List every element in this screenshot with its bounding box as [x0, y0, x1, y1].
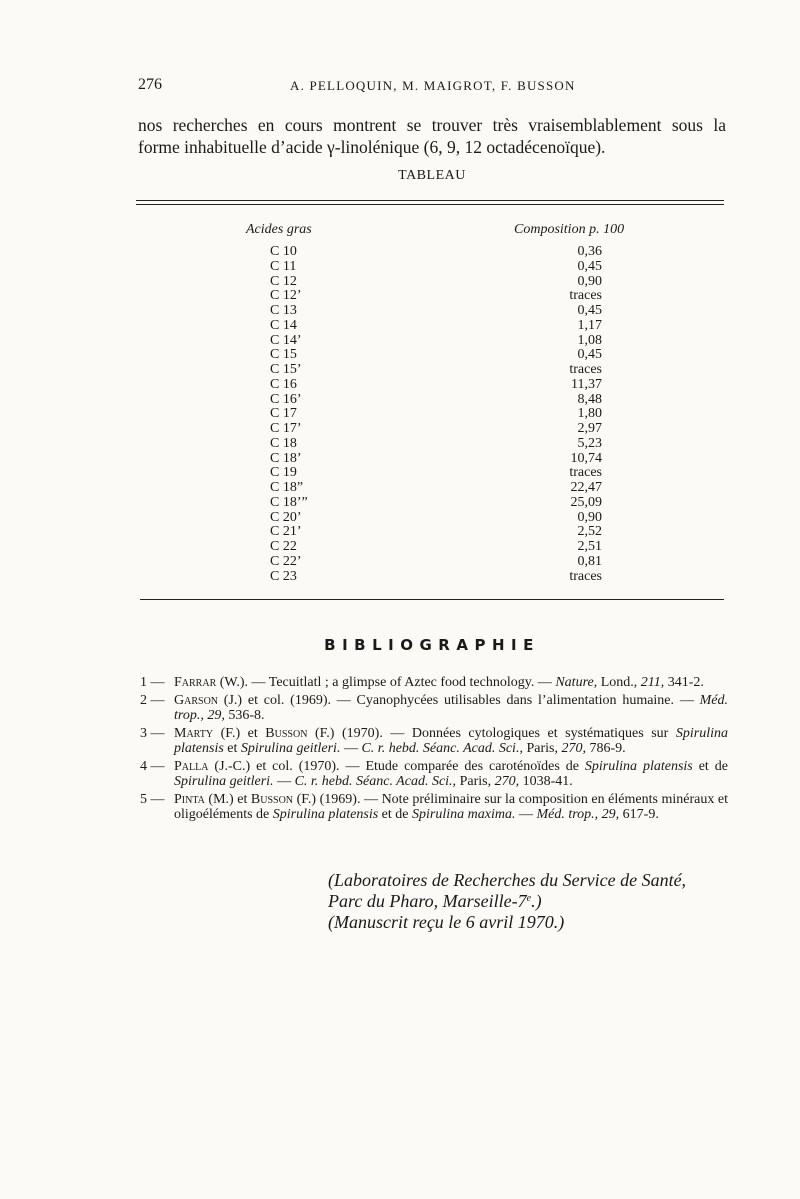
- reference-species: Spirulina maxima.: [412, 807, 516, 822]
- composition-cell: 10,74: [570, 450, 602, 466]
- reference-pages: 786-9.: [585, 741, 626, 756]
- affiliation-address-end: .): [531, 891, 542, 911]
- reference-text: (W.). — Tecuitlatl ; a glimpse of Aztec food technology. —: [216, 675, 556, 690]
- table-row: [0, 422, 800, 437]
- table-row: [0, 275, 800, 290]
- reference-species: Spirulina geitleri.: [240, 741, 341, 756]
- composition-cell: 1,80: [577, 406, 602, 422]
- composition-cell: 0,45: [577, 347, 602, 363]
- reference-text: Paris,: [456, 774, 495, 789]
- reference-author: Garson: [174, 692, 219, 708]
- table-title: TABLEAU: [398, 168, 466, 183]
- composition-cell: 2,97: [577, 421, 602, 436]
- fatty-acid-cell: C 18’: [270, 450, 302, 466]
- manuscript-received: (Manuscrit reçu le 6 avril 1970.): [328, 912, 565, 932]
- reference-number: 2 —: [140, 692, 165, 708]
- fatty-acid-cell: C 17’: [270, 421, 302, 436]
- table-row: [0, 481, 800, 496]
- fatty-acid-cell: C 13: [270, 303, 297, 318]
- reference-1: [140, 675, 728, 691]
- reference-journal: Nature,: [555, 675, 598, 690]
- reference-text: (F.) (1969). — Note préliminaire sur la composition en éléments minéraux et oligoéléments de: [174, 791, 728, 822]
- composition-cell: 0,90: [577, 509, 602, 525]
- composition-cell: 0,81: [577, 553, 602, 569]
- fatty-acid-cell: C 18”: [270, 480, 304, 495]
- composition-cell: traces: [569, 288, 602, 304]
- reference-3: [140, 726, 728, 757]
- reference-number: 5 —: [140, 791, 165, 807]
- fatty-acid-cell: C 19: [270, 465, 297, 481]
- affiliation-address: Parc du Pharo, Marseille-7: [328, 891, 527, 911]
- reference-text: —: [273, 774, 295, 789]
- reference-text: —: [340, 741, 362, 756]
- column-header-composition: Composition p. 100: [514, 222, 625, 237]
- reference-journal: C. r. hebd. Séanc. Acad. Sci.,: [361, 741, 523, 756]
- reference-text: (F.) et: [213, 725, 266, 741]
- reference-text: Paris,: [522, 741, 562, 756]
- table-row: [0, 334, 800, 349]
- table-row: [0, 496, 800, 511]
- composition-cell: 22,47: [570, 480, 602, 495]
- reference-species: Spirulina platensis: [272, 807, 379, 822]
- affiliation-line-2: [328, 891, 748, 912]
- intro-paragraph: [138, 114, 726, 158]
- composition-cell: 0,90: [577, 273, 602, 289]
- table-row: [0, 437, 800, 452]
- composition-cell: traces: [569, 568, 602, 584]
- fatty-acid-cell: C 14: [270, 317, 297, 333]
- fatty-acid-cell: C 10: [270, 244, 297, 259]
- composition-cell: 2,51: [577, 539, 602, 554]
- reference-author: Farrar: [174, 675, 217, 690]
- reference-author: Busson: [265, 725, 308, 741]
- reference-species: Spirulina platensis: [584, 758, 693, 774]
- reference-text: (J.-C.) et col. (1970). — Etude comparée des caroténoïdes de: [208, 758, 585, 774]
- affiliation-line-1: (Laboratoires de Recherches du Service de Santé,: [328, 870, 687, 890]
- table-row: [0, 466, 800, 481]
- composition-cell: 1,08: [577, 332, 602, 348]
- fatty-acid-cell: C 14’: [270, 332, 302, 348]
- fatty-acid-cell: C 12: [270, 273, 297, 289]
- reference-4: [140, 759, 728, 790]
- composition-cell: 11,37: [571, 376, 602, 392]
- fatty-acid-cell: C 15’: [270, 362, 302, 377]
- table-row: [0, 378, 800, 393]
- composition-cell: 25,09: [570, 494, 602, 510]
- reference-number: 4 —: [140, 758, 165, 774]
- composition-cell: 0,45: [577, 303, 602, 318]
- reference-text: —: [515, 807, 537, 822]
- reference-volume: 211,: [640, 675, 665, 690]
- fatty-acid-cell: C 12’: [270, 288, 302, 304]
- fatty-acid-cell: C 18: [270, 435, 297, 451]
- reference-list: [140, 675, 728, 825]
- table-row: [0, 555, 800, 570]
- reference-author: Marty: [174, 725, 214, 741]
- reference-species: Spirulina geitleri.: [174, 774, 274, 789]
- reference-number: 3 —: [140, 725, 165, 741]
- intro-line-2: forme inhabituelle d’acide γ-linolénique (6, 9, 12 octadécenoïque).: [138, 137, 606, 157]
- reference-volume: 270,: [494, 774, 520, 789]
- composition-cell: 8,48: [577, 391, 602, 407]
- reference-text: (F.) (1970). — Données cytologiques et systématiques sur: [307, 725, 676, 741]
- reference-pages: 617-9.: [619, 807, 659, 822]
- fatty-acid-cell: C 16: [270, 376, 297, 392]
- reference-text: Lond.,: [597, 675, 641, 690]
- table-row: [0, 348, 800, 363]
- reference-author: Busson: [250, 791, 294, 807]
- table-row: [0, 570, 800, 585]
- fatty-acid-cell: C 17: [270, 406, 297, 422]
- fatty-acid-cell: C 23: [270, 568, 297, 584]
- reference-journal: Méd. trop., 29,: [536, 807, 620, 822]
- composition-cell: traces: [569, 362, 602, 377]
- composition-cell: 1,17: [577, 317, 602, 333]
- fatty-acid-cell: C 11: [270, 258, 297, 274]
- table-row: [0, 540, 800, 555]
- affiliation: [328, 870, 748, 933]
- reference-pages: 1038-41.: [519, 774, 573, 789]
- fatty-acid-cell: C 15: [270, 347, 297, 363]
- reference-species: Spirulina platensis: [174, 725, 729, 756]
- table-row: [0, 452, 800, 467]
- fatty-acid-cell: C 22’: [270, 553, 302, 569]
- reference-author: Palla: [174, 758, 209, 774]
- table-row: [0, 260, 800, 275]
- table-row: [0, 245, 800, 260]
- reference-pages: 536-8.: [224, 708, 265, 723]
- reference-pages: 341-2.: [664, 675, 704, 690]
- table-row: [0, 304, 800, 319]
- reference-2: [140, 693, 728, 724]
- table-top-rule: [136, 200, 724, 205]
- composition-cell: 2,52: [577, 524, 602, 540]
- fatty-acid-cell: C 16’: [270, 391, 302, 407]
- table-row: [0, 525, 800, 540]
- fatty-acid-cell: C 21’: [270, 524, 302, 540]
- reference-author: Pinta: [174, 791, 205, 807]
- reference-journal: C. r. hebd. Séanc. Acad. Sci.,: [294, 774, 457, 789]
- intro-line-1: nos recherches en cours montrent se trouver très vraisemblablement sous la: [138, 115, 726, 135]
- composition-cell: 5,23: [577, 435, 602, 451]
- fatty-acid-cell: C 20’: [270, 509, 302, 525]
- reference-text: et de: [692, 758, 728, 774]
- reference-text: et: [223, 741, 241, 756]
- reference-volume: 270,: [561, 741, 586, 756]
- reference-text: (J.) et col. (1969). — Cyanophycées utilisables dans l’alimentation humaine. —: [218, 692, 700, 708]
- reference-number: 1 —: [140, 675, 165, 690]
- reference-journal: Méd. trop., 29,: [174, 692, 728, 723]
- fatty-acid-cell: C 18’”: [270, 494, 308, 510]
- composition-cell: traces: [569, 465, 602, 481]
- bibliography-title: BIBLIOGRAPHIE: [324, 636, 540, 654]
- table-row: [0, 511, 800, 526]
- reference-text: et de: [378, 807, 412, 822]
- page-number: 276: [138, 76, 162, 93]
- table-row: [0, 319, 800, 334]
- composition-cell: 0,36: [577, 244, 602, 259]
- table-row: [0, 289, 800, 304]
- fatty-acid-cell: C 22: [270, 539, 297, 554]
- running-head-authors: A. PELLOQUIN, M. MAIGROT, F. BUSSON: [290, 78, 576, 93]
- table-bottom-rule: [140, 599, 724, 600]
- composition-cell: 0,45: [577, 258, 602, 274]
- reference-5: [140, 792, 728, 823]
- table-row: [0, 363, 800, 378]
- column-header-acids: Acides gras: [246, 222, 312, 237]
- reference-text: (M.) et: [204, 791, 251, 807]
- affiliation-superscript: e: [526, 893, 532, 904]
- table-row: [0, 393, 800, 408]
- table-row: [0, 407, 800, 422]
